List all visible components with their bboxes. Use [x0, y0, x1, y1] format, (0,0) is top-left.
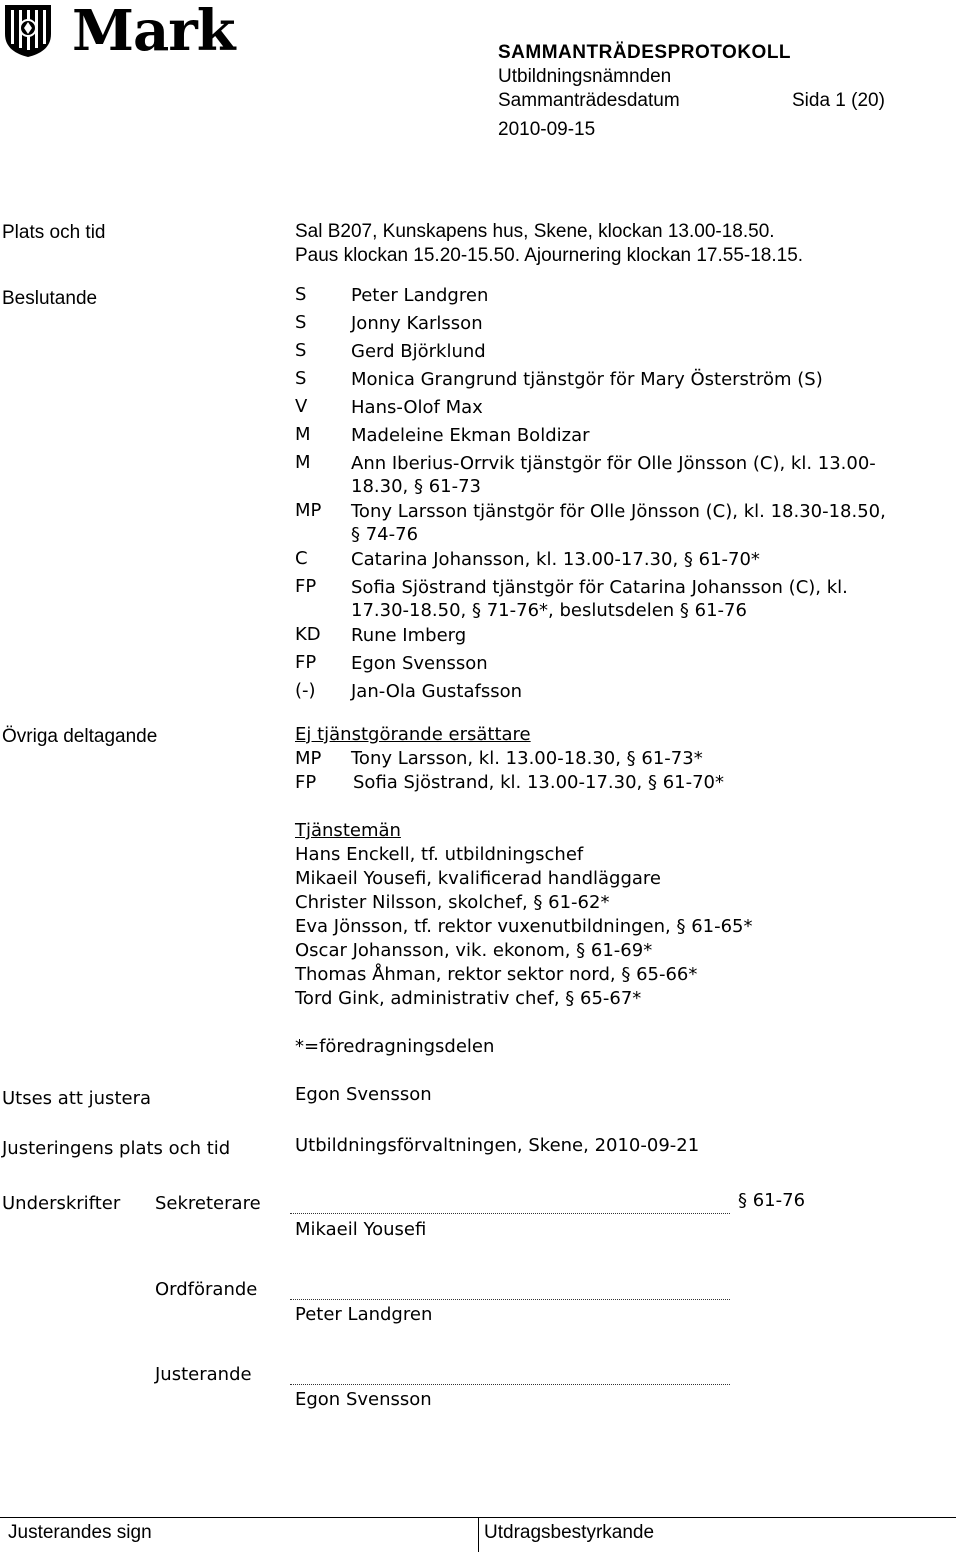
ersattare-name: Tony Larsson, kl. 13.00-18.30, § 61-73* [351, 748, 703, 769]
ersattare-heading: Ej tjänstgörande ersättare [295, 724, 531, 745]
signature-name: Peter Landgren [295, 1304, 433, 1325]
member-party: S [295, 312, 307, 333]
signature-line [290, 1384, 730, 1385]
member-name: Tony Larsson tjänstgör för Olle Jönsson (C), kl. 18.30-18.50, [351, 501, 886, 522]
signature-paragraphs: § 61-76 [738, 1190, 806, 1211]
footer-column-divider [478, 1517, 479, 1552]
member-continuation: § 74-76 [351, 524, 419, 545]
plats-line-1: Sal B207, Kunskapens hus, Skene, klockan 13.00-18.50. [295, 221, 775, 242]
signature-role: Justerande [155, 1364, 252, 1385]
member-party: M [295, 424, 311, 445]
ersattare-party: FP [295, 772, 317, 793]
member-name: Jan-Ola Gustafsson [351, 681, 522, 702]
tjansteman-item: Mikaeil Yousefi, kvalificerad handläggare [295, 868, 661, 889]
signature-name: Mikaeil Yousefi [295, 1219, 427, 1240]
footnote: *=föredragningsdelen [295, 1036, 495, 1057]
member-name: Egon Svensson [351, 653, 488, 674]
member-name: Madeleine Ekman Boldizar [351, 425, 590, 446]
tjansteman-item: Thomas Åhman, rektor sektor nord, § 65-66* [295, 964, 698, 985]
member-name: Hans-Olof Max [351, 397, 483, 418]
signatures-label: Underskrifter [2, 1193, 121, 1214]
footer-utdragsbestyrkande: Utdragsbestyrkande [484, 1522, 655, 1543]
member-name: Rune Imberg [351, 625, 467, 646]
tjansteman-item: Oscar Johansson, vik. ekonom, § 61-69* [295, 940, 653, 961]
member-name: Gerd Björklund [351, 341, 486, 362]
member-continuation: 18.30, § 61-73 [351, 476, 481, 497]
signature-name: Egon Svensson [295, 1389, 432, 1410]
committee-name: Utbildningsnämnden [498, 66, 672, 87]
member-party: V [295, 396, 308, 417]
member-party: FP [295, 652, 317, 673]
member-name: Catarina Johansson, kl. 13.00-17.30, § 61-70* [351, 549, 760, 570]
signature-line [290, 1213, 730, 1214]
member-name: Sofia Sjöstrand tjänstgör för Catarina Johansson (C), kl. [351, 577, 848, 598]
member-party: (-) [295, 680, 316, 701]
member-name: Ann Iberius-Orrvik tjänstgör för Olle Jönsson (C), kl. 13.00- [351, 453, 876, 474]
justera-label: Utses att justera [2, 1088, 152, 1109]
member-party: S [295, 284, 307, 305]
member-continuation: 17.30-18.50, § 71-76*, beslutsdelen § 61-76 [351, 600, 747, 621]
plats-value [295, 220, 803, 268]
ersattare-name: Sofia Sjöstrand, kl. 13.00-17.30, § 61-70* [353, 772, 725, 793]
member-party: C [295, 548, 308, 569]
member-party: S [295, 368, 307, 389]
tjansteman-item: Eva Jönsson, tf. rektor vuxenutbildningen, § 61-65* [295, 916, 753, 937]
ovriga-label: Övriga deltagande [2, 726, 158, 747]
member-name: Jonny Karlsson [351, 313, 483, 334]
justering-place-value: Utbildningsförvaltningen, Skene, 2010-09-21 [295, 1135, 700, 1156]
beslutande-label: Beslutande [2, 288, 98, 309]
member-name: Monica Grangrund tjänstgör för Mary Österström (S) [351, 369, 823, 390]
ersattare-party: MP [295, 748, 322, 769]
signature-role: Ordförande [155, 1279, 258, 1300]
plats-label: Plats och tid [2, 222, 106, 243]
meeting-date: 2010-09-15 [498, 119, 596, 140]
document-title: SAMMANTRÄDESPROTOKOLL [498, 42, 792, 63]
plats-line-2: Paus klockan 15.20-15.50. Ajournering klockan 17.55-18.15. [295, 245, 804, 266]
footer-justerandes-sign: Justerandes sign [8, 1522, 152, 1543]
signature-line [290, 1299, 730, 1300]
justera-value: Egon Svensson [295, 1084, 432, 1105]
member-party: MP [295, 500, 322, 521]
tjansteman-heading: Tjänstemän [295, 820, 401, 841]
member-party: M [295, 452, 311, 473]
member-party: FP [295, 576, 317, 597]
signature-role: Sekreterare [155, 1193, 261, 1214]
member-party: KD [295, 624, 321, 645]
tjansteman-item: Tord Gink, administrativ chef, § 65-67* [295, 988, 642, 1009]
tjansteman-item: Christer Nilsson, skolchef, § 61-62* [295, 892, 610, 913]
date-label: Sammanträdesdatum [498, 90, 680, 111]
municipality-name: Mark [72, 0, 235, 64]
municipal-shield-icon [4, 4, 52, 58]
member-party: S [295, 340, 307, 361]
member-name: Peter Landgren [351, 285, 489, 306]
justering-place-label: Justeringens plats och tid [2, 1138, 231, 1159]
page-number: Sida 1 (20) [792, 90, 885, 111]
tjansteman-item: Hans Enckell, tf. utbildningschef [295, 844, 584, 865]
